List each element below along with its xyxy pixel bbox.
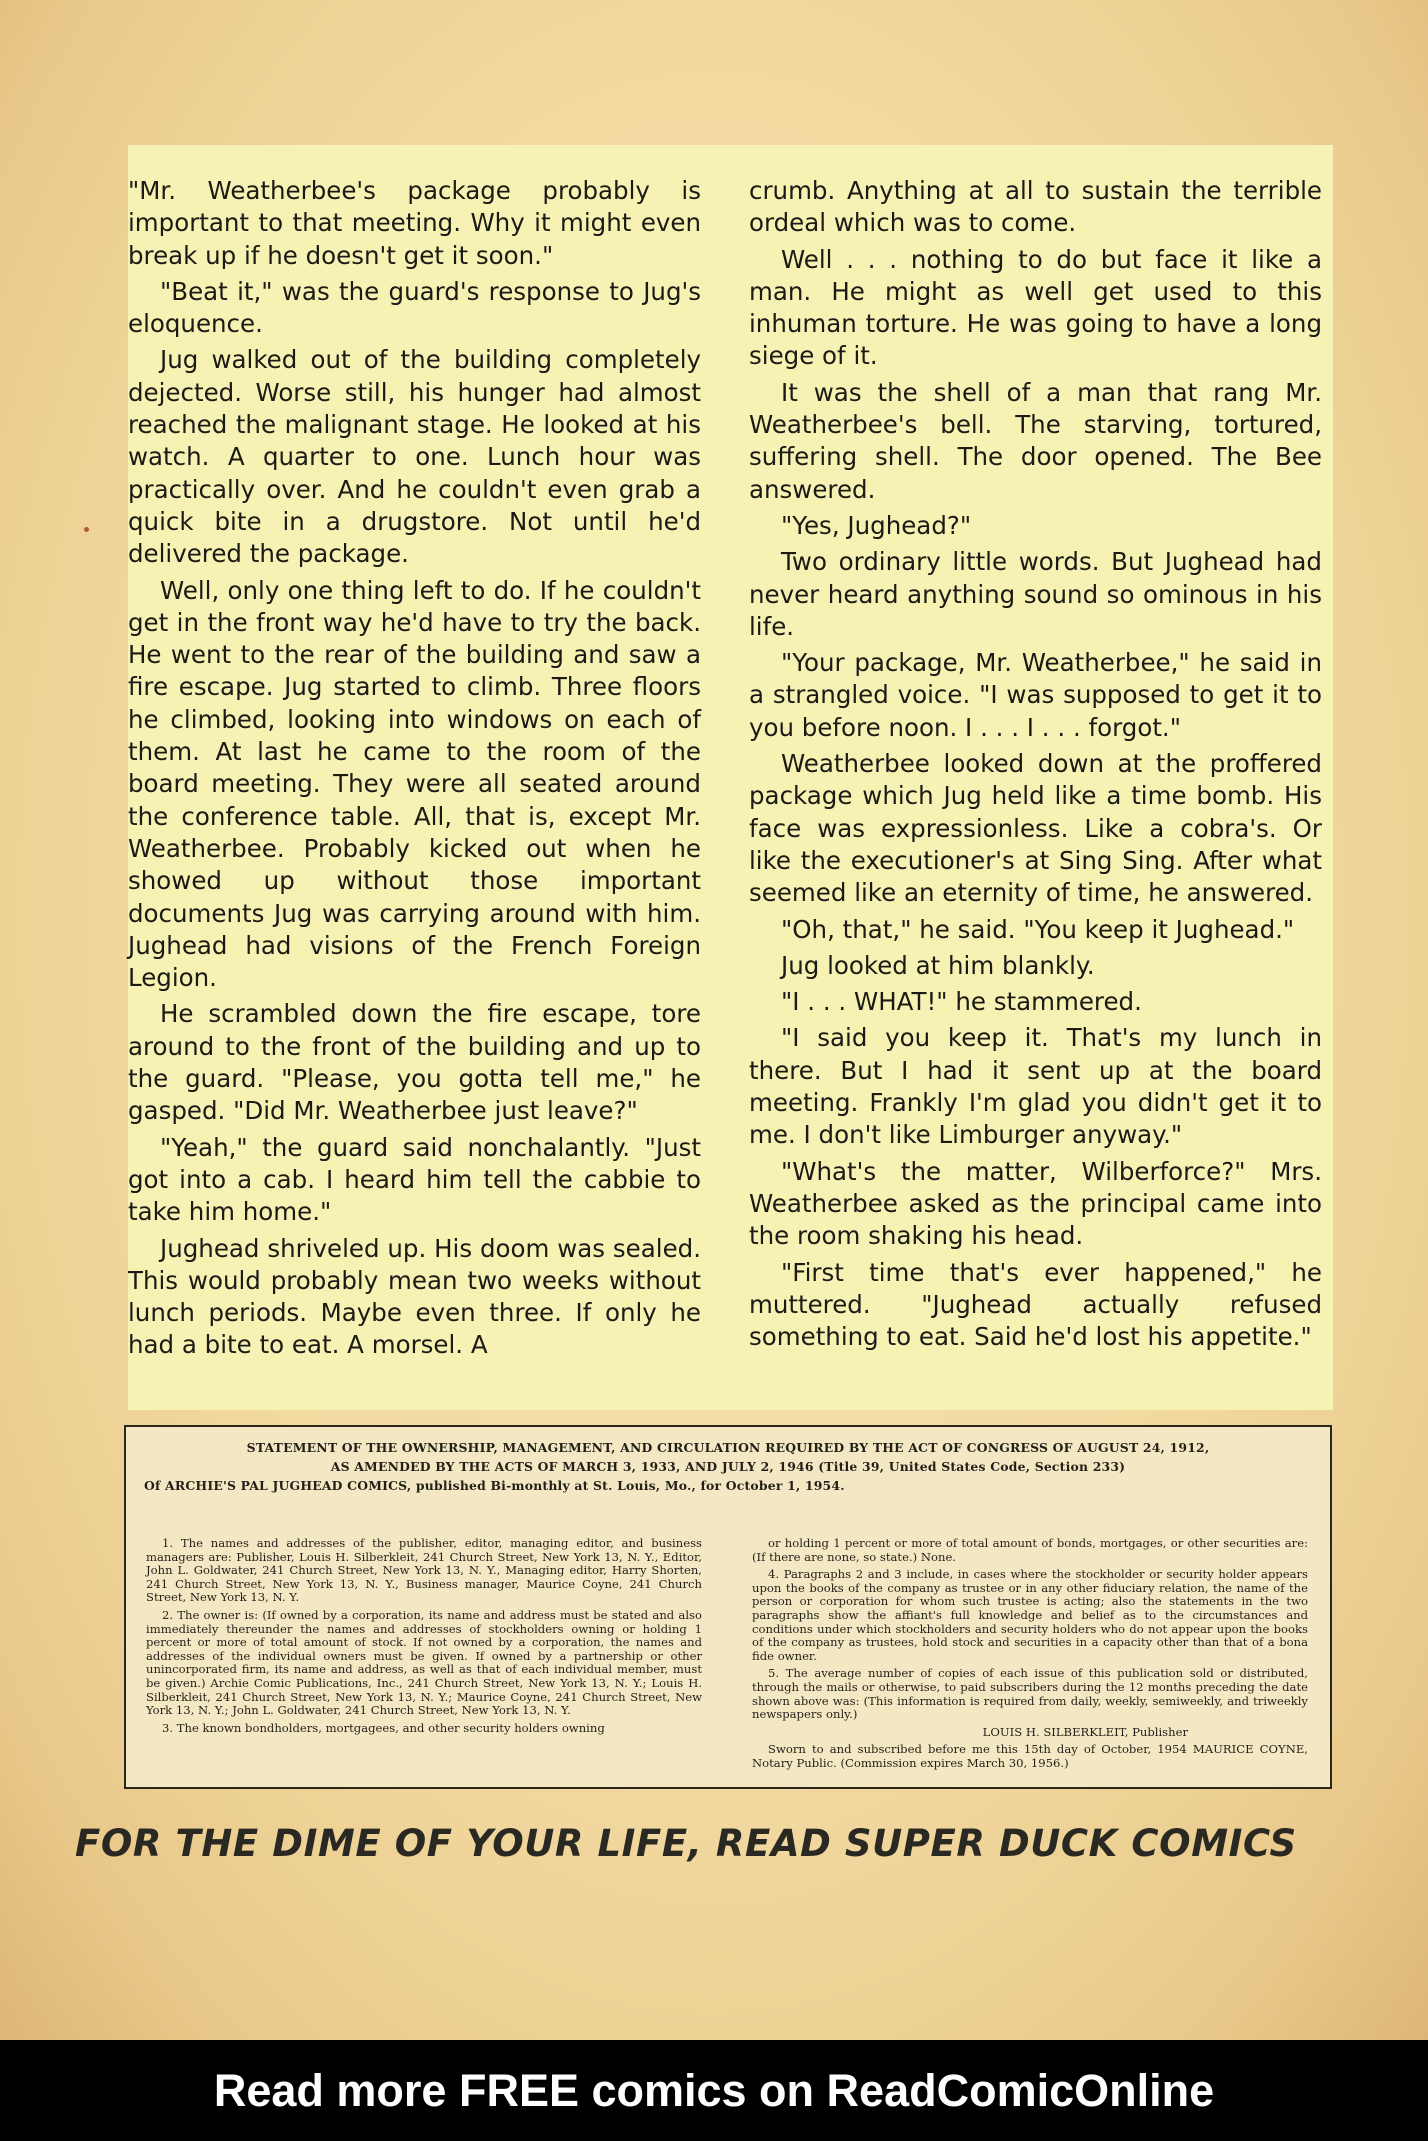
statement-left-column [146, 1537, 702, 1739]
story-paragraph: Well, only one thing left to do. If he couldn't get in the front way he'd have to try the back. He went to the rear of the building and saw a fire escape. Jug started to climb. Three floors he climbed, looking into windows on each of them. At last he came to the room of the board meeting. They were all seated around the conference table. All, that is, except Mr. Weatherbee. Probably kicked out when he showed up without those important documents Jug was carrying around with him. Jughead had visions of the French Foreign Legion. [128, 575, 701, 993]
story-paragraph: "Mr. Weatherbee's package probably is important to that meeting. Why it might even break up if he doesn't get it soon." [128, 176, 701, 270]
statement-paragraph: 5. The average number of copies of each issue of this publication sold or distributed, through the mails or otherwise, to paid subscribers during the 12 months preceding the date shown above was: (This information is required from daily, weekly, semiweekly, and triweekly newspapers only.) [752, 1666, 1308, 1722]
statement-publication-line: Of ARCHIE'S PAL JUGHEAD COMICS, published Bi-monthly at St. Louis, Mo., for October 1, 1954. [144, 1478, 845, 1493]
story-paragraph: "I . . . WHAT!" he stammered. [781, 987, 1142, 1017]
statement-heading: STATEMENT OF THE OWNERSHIP, MANAGEMENT, AND CIRCULATION REQUIRED BY THE ACT OF CONGRESS OF AUGUST 24, 1912, [246, 1440, 1210, 1455]
story-paragraph: crumb. Anything at all to sustain the terrible ordeal which was to come. [749, 176, 1322, 238]
story-text-panel [128, 145, 1333, 1410]
story-paragraph: It was the shell of a man that rang Mr. Weatherbee's bell. The starving, tortured, suffering shell. The door opened. The Bee answered. [749, 377, 1322, 504]
story-paragraph: "Yes, Jughead?" [781, 510, 972, 540]
story-paragraph: "What's the matter, Wilberforce?" Mrs. Weatherbee asked as the principal came into the room shaking his head. [749, 1156, 1322, 1251]
story-paragraph: Two ordinary little words. But Jughead had never heard anything sound so ominous in his life. [749, 547, 1322, 641]
story-paragraph: "Your package, Mr. Weatherbee," he said in a strangled voice. "I was supposed to get it to you before noon. I . . . I . . . forgot." [749, 648, 1322, 742]
statement-right-column [752, 1537, 1308, 1775]
story-right-column [749, 175, 1322, 1357]
statement-paragraph: 1. The names and addresses of the publisher, editor, managing editor, and business managers are: Publisher, Louis H. Silberkleit, 241 Church Street, New York 13, N. Y., Editor, John L. Goldwater, 241 Church Street, New York 13, N. Y., Managing editor, Harry Shorten, 241 Church Street, New York 13, N. Y., Business manager, Maurice Coyne, 241 Church Street, New York 13, N. Y. [146, 1536, 702, 1605]
story-left-column [128, 175, 701, 1366]
readcomiconline-footer[interactable]: Read more FREE comics on ReadComicOnline [0, 2040, 1428, 2141]
notary-line: Sworn to and subscribed before me this 15th day of October, 1954 MAURICE COYNE, Notary Public. (Commission expires March 30, 1956.) [752, 1742, 1308, 1770]
story-paragraph: Jug looked at him blankly. [781, 950, 1095, 980]
story-paragraph: Jughead shriveled up. His doom was sealed. This would probably mean two weeks without lunch periods. Maybe even three. If only he had a bite to eat. A morsel. A [128, 1233, 701, 1360]
story-paragraph: He scrambled down the fire escape, tore around to the front of the building and up to the guard. "Please, you gotta tell me," he gasped. "Did Mr. Weatherbee just leave?" [128, 999, 701, 1126]
story-paragraph: Well . . . nothing to do but face it like a man. He might as well get used to this inhuman torture. He was going to have a long siege of it. [749, 244, 1322, 371]
story-paragraph: "First time that's ever happened," he muttered. "Jughead actually refused something to eat. Said he'd lost his appetite." [749, 1257, 1322, 1352]
statement-paragraph: 2. The owner is: (If owned by a corporation, its name and address must be stated and also immediately thereunder the names and addresses of stockholders owning or holding 1 percent or more of total amount of stock. If not owned by a corporation, the names and addresses of the individual owners must be given. If owned by a partnership or other unincorporated firm, its name and address, as well as that of each individual member, must be given.) Archie Comic Publications, Inc., 241 Church Street, New York 13, N. Y.; Louis H. Silberkleit, 241 Church Street, New York 13, N. Y.; Maurice Coyne, 241 Church Street, New York 13, N. Y.; John L. Goldwater, 241 Church Street, New York 13, N. Y. [146, 1607, 702, 1718]
story-paragraph: Weatherbee looked down at the proffered package which Jug held like a time bomb. His face was expressionless. Like a cobra's. Or like the executioner's at Sing Sing. After what seemed like an eternity of time, he answered. [749, 749, 1322, 908]
story-paragraph: "Oh, that," he said. "You keep it Jughead." [781, 914, 1295, 944]
story-paragraph: "Beat it," was the guard's response to Jug's eloquence. [128, 276, 701, 339]
super-duck-banner: FOR THE DIME OF YOUR LIFE, READ SUPER DUCK COMICS [75, 1822, 1297, 1865]
statement-subheading: AS AMENDED BY THE ACTS OF MARCH 3, 1933, AND JULY 2, 1946 (Title 39, United States Code, Section 233) [330, 1459, 1126, 1474]
story-paragraph: "I said you keep it. That's my lunch in there. But I had it sent up at the board meeting. Frankly I'm glad you didn't get it to me. I don't like Limburger anyway." [749, 1023, 1322, 1150]
statement-paragraph: 4. Paragraphs 2 and 3 include, in cases where the stockholder or security holder appears upon the books of the company as trustee or in any other fiduciary relation, the name of the person or corporation for whom such trustee is acting; also the statements in the two paragraphs show the affiant's full knowledge and belief as to the circumstances and conditions under which stockholders and security holders who do not appear upon the books of the company as trustees, hold stock and securities in a capacity other than that of a bona fide owner. [752, 1567, 1308, 1663]
story-paragraph: Jug walked out of the building completely dejected. Worse still, his hunger had almost reached the malignant stage. He looked at his watch. A quarter to one. Lunch hour was practically over. And he couldn't even grab a quick bite in a drugstore. Not until he'd delivered the package. [128, 345, 701, 569]
publisher-signature: LOUIS H. SILBERKLEIT, Publisher [982, 1724, 1188, 1739]
statement-paragraph: 3. The known bondholders, mortgagees, and other security holders owning [162, 1720, 605, 1735]
ownership-statement [124, 1425, 1332, 1789]
statement-paragraph: or holding 1 percent or more of total amount of bonds, mortgages, or other securities are: (If there are none, so state.) None. [752, 1536, 1308, 1564]
print-speck [84, 527, 89, 532]
story-paragraph: "Yeah," the guard said nonchalantly. "Just got into a cab. I heard him tell the cabbie to take him home." [128, 1132, 701, 1227]
